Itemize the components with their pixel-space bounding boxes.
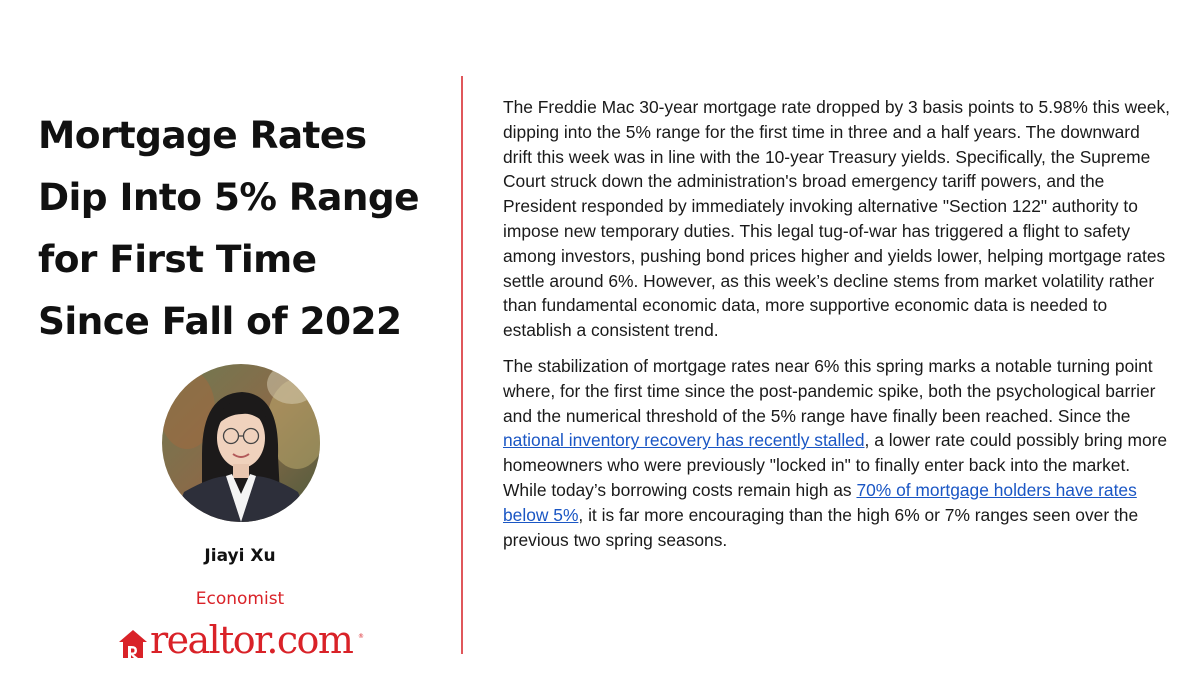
paragraph-text: , it is far more encouraging than the high 6% or 7% ranges seen over the previous two spring seasons. (503, 504, 1139, 550)
article-paragraph-1: The Freddie Mac 30-year mortgage rate dropped by 3 basis points to 5.98% this week, dipping into the 5% range for the first time in three and a half years. The downward drift this week was in line with the 10-year Treasury yields. Specifically, the Supreme Court struck down the administration's broad emergency tariff powers, and the President responded by immediately invoking alternative "Section 122" authority to impose new temporary duties. This legal tug-of-war has triggered a flight to safety among investors, pushing bond prices higher and yields lower, helping mortgage rates settle around 6%. However, as this week’s decline stems from market volatility rather than fundamental economic data, more supportive economic data is needed to establish a consistent trend. (503, 97, 1171, 341)
brand-wordmark: realtor.com (150, 618, 353, 662)
author-title: Economist (195, 589, 285, 609)
column-divider (461, 76, 463, 654)
mortgage-holders-link[interactable]: 70% of mortgage holders have rates below 5% (503, 479, 1137, 525)
inventory-recovery-link[interactable]: national inventory recovery has recently stalled (503, 430, 865, 451)
author-photo (162, 364, 320, 522)
author-name: Jiayi Xu (204, 546, 276, 566)
paragraph-text: , a lower rate could possibly bring more homeowners who were previously "locked in" to finally enter back into the market. While today’s borrowing costs remain high as (503, 430, 1168, 500)
article-paragraph-2 (503, 354, 1171, 552)
trademark-mark: ® (358, 633, 364, 640)
author-avatar (162, 364, 320, 522)
headline-line: Since Fall of 2022 (38, 299, 402, 343)
article-body (503, 95, 1171, 563)
left-panel (0, 0, 460, 675)
headline-line: for First Time (38, 237, 317, 281)
headline-line: Dip Into 5% Range (38, 175, 419, 219)
paragraph-text: The stabilization of mortgage rates near 6% this spring marks a notable turning point where, for the first time since the post-pandemic spike, both the psychological barrier and the numerical threshold of the 5% range have finally been reached. Since the (503, 355, 1156, 426)
realtor-logo[interactable] (118, 618, 368, 662)
headline-line: Mortgage Rates (38, 113, 367, 157)
headline (38, 104, 458, 352)
house-icon (118, 628, 148, 660)
